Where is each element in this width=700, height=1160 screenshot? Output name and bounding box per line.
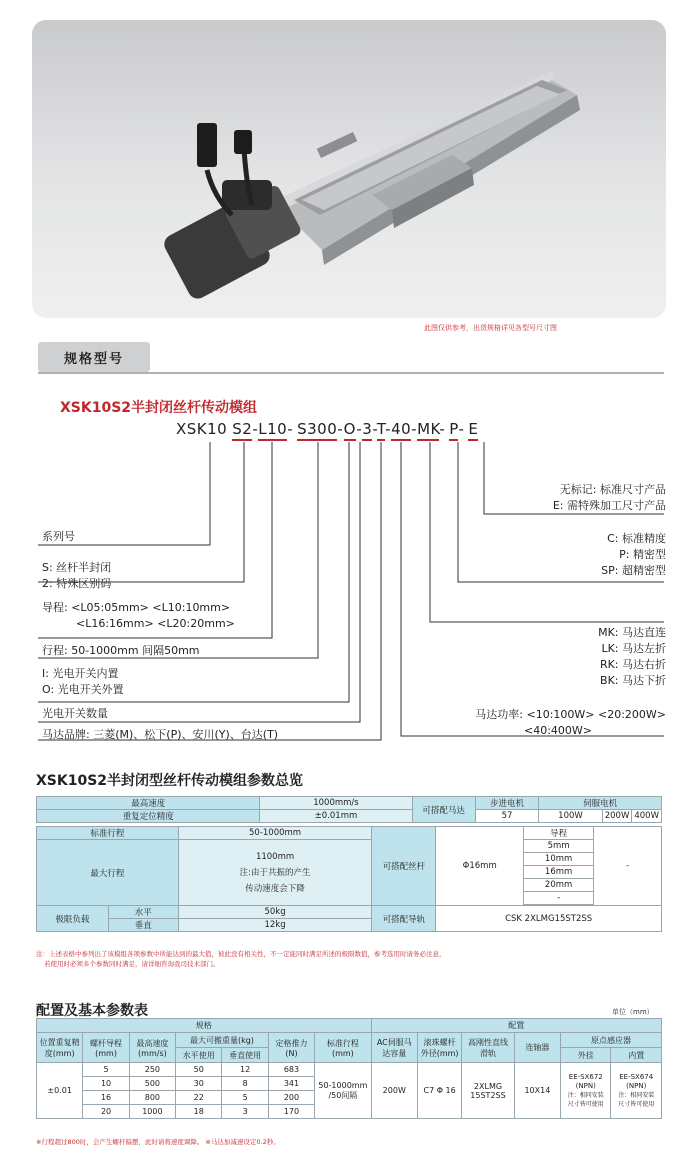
cell-value: 100W	[539, 810, 602, 823]
config-vert: 5	[222, 1091, 268, 1105]
code-dash: -	[337, 420, 344, 438]
config-lead: 5	[83, 1063, 129, 1077]
lead-cell: 20mm	[524, 879, 594, 892]
label-fold-3: RK: 马达右折	[599, 658, 666, 671]
cell-value: CSK 2XLMG15ST2SS	[436, 906, 662, 932]
code-precision: P	[449, 420, 458, 441]
code-dash: -	[252, 420, 259, 438]
col-header: AC伺服马达容量	[371, 1033, 417, 1063]
section-tab: 规格型号	[38, 342, 150, 372]
cell-value	[178, 840, 372, 906]
code-lead: L10	[258, 420, 287, 441]
cell-label: 可搭配丝杆	[372, 827, 436, 906]
config-spec-header: 规格	[37, 1019, 372, 1033]
col-header: 高刚性直线滑轨	[462, 1033, 514, 1063]
code-dash: -	[356, 420, 363, 438]
config-speed: 250	[129, 1063, 175, 1077]
code-series: XSK10	[176, 420, 228, 438]
col-header: 滚珠螺杆外径(mm)	[417, 1033, 461, 1063]
col-header: 最高速度(mm/s)	[129, 1033, 175, 1063]
cell-value: 1000mm/s	[260, 797, 412, 810]
model-code	[176, 420, 478, 438]
config-horiz: 22	[176, 1091, 222, 1105]
cell-label: 极限负载	[37, 906, 109, 932]
config-thrust: 200	[268, 1091, 314, 1105]
cell-value: Φ16mm	[436, 827, 524, 906]
linear-module-image	[32, 20, 666, 318]
cell-label: 水平	[108, 906, 178, 919]
config-lead: 20	[83, 1105, 129, 1119]
config-vert: 8	[222, 1077, 268, 1091]
code-dash: -	[287, 420, 294, 438]
cell-header: 伺服电机	[539, 797, 662, 810]
config-horiz: 30	[176, 1077, 222, 1091]
config-table	[36, 1018, 662, 1119]
max-stroke-note: 传动速度会下降	[245, 883, 305, 894]
label-2: 2: 特殊区别码	[42, 577, 112, 590]
cell-value: 57	[475, 810, 539, 823]
col-header: 定格推力(N)	[268, 1033, 314, 1063]
col-header: 最大可搬重量(kg)	[176, 1033, 269, 1048]
divider	[38, 372, 664, 374]
cell-label: 垂直	[108, 919, 178, 932]
label-mark-1: 无标记: 标准尺寸产品	[559, 483, 666, 496]
cell-header: 步进电机	[475, 797, 539, 810]
cell-value: 50kg	[178, 906, 372, 919]
params-note-2: 若使用时必须多个参数同时满足，请详细咨询我司技术部门。	[44, 960, 220, 968]
lead-cell: 16mm	[524, 866, 594, 879]
config-thrust: 341	[268, 1077, 314, 1091]
label-lead-2: <L16:16mm> <L20:20mm>	[76, 617, 235, 630]
config-speed: 800	[129, 1091, 175, 1105]
cell-label: 可搭配导轨	[372, 906, 436, 932]
image-caption: 此图仅供参考，出货规格详见各型号尺寸图	[424, 324, 557, 332]
config-rail: 2XLMG 15ST2SS	[462, 1063, 514, 1119]
config-sensor-ext	[561, 1063, 611, 1119]
config-speed: 1000	[129, 1105, 175, 1119]
product-photo	[32, 20, 666, 318]
code-dash: -	[458, 420, 465, 438]
params-table	[36, 796, 662, 823]
label-fold-1: MK: 马达直连	[598, 626, 666, 639]
config-stroke: 50-1000mm /50间隔	[315, 1063, 371, 1119]
col-header: 原点感应器	[561, 1033, 662, 1048]
col-header: 外挂	[561, 1048, 611, 1063]
label-prec-1: C: 标准精度	[607, 532, 666, 545]
config-horiz: 50	[176, 1063, 222, 1077]
col-header: 水平使用	[176, 1048, 222, 1063]
cell-label: 可搭配马达	[412, 797, 475, 823]
code-dash: -	[372, 420, 377, 438]
config-lead: 16	[83, 1091, 129, 1105]
cell-label: 重复定位精度	[37, 810, 260, 823]
config-horiz: 18	[176, 1105, 222, 1119]
col-header: 内置	[611, 1048, 662, 1063]
code-mark: E	[468, 420, 478, 441]
config-lead: 10	[83, 1077, 129, 1091]
label-mark-2: E: 需特殊加工尺寸产品	[552, 499, 666, 512]
sensor-note: 注：相同安装	[618, 1091, 655, 1099]
config-speed: 500	[129, 1077, 175, 1091]
config-vert: 3	[222, 1105, 268, 1119]
code-brand: T	[377, 420, 385, 441]
label-stroke: 行程: 50-1000mm 间隔50mm	[42, 644, 200, 657]
config-repeat: ±0.01	[37, 1063, 83, 1119]
cell-value: -	[594, 827, 662, 906]
config-title: 配置及基本参数表	[36, 1003, 148, 1019]
cell-value: 400W	[632, 810, 662, 823]
sensor-note: 注：相同安装	[567, 1091, 604, 1099]
lead-cell: -	[524, 892, 594, 905]
cell-value: 200W	[602, 810, 632, 823]
label-power-1: 马达功率: <10:100W> <20:200W>	[475, 708, 666, 721]
model-title: XSK10S2半封闭丝杆传动模组	[60, 400, 258, 416]
max-stroke-note: 注:由于共振的产生	[239, 867, 311, 878]
cell-value: ±0.01mm	[260, 810, 412, 823]
label-lead-1: 导程: <L05:05mm> <L10:10mm>	[42, 601, 231, 614]
code-sensor: O	[344, 420, 357, 441]
col-header: 位置重复精度(mm)	[37, 1033, 83, 1063]
sensor-note: 尺寸皆可使用	[567, 1100, 604, 1108]
config-ac: 200W	[371, 1063, 417, 1119]
label-sensor-qty: 光电开关数量	[42, 707, 108, 720]
label-prec-3: SP: 超精密型	[601, 564, 666, 577]
label-s: S: 丝杆半封闭	[42, 561, 112, 574]
code-fold: MK	[417, 420, 439, 441]
params-note-1: 注：上述表格中参列出了该模组各项参数中所能达到的最大值，彼此没有相关性，不一定能同时满足所述的极限数值，参考选用时请务必注意，	[36, 950, 446, 958]
config-thrust: 683	[268, 1063, 314, 1077]
config-thrust: 170	[268, 1105, 314, 1119]
code-dash: -	[385, 420, 392, 438]
cell-value: 12kg	[178, 919, 372, 932]
col-header: 连轴器	[514, 1033, 560, 1063]
lead-cell: 5mm	[524, 840, 594, 853]
code-sensor-qty: 3	[362, 420, 372, 441]
label-sensor-2: O: 光电开关外置	[42, 683, 124, 696]
config-conf-header: 配置	[371, 1019, 661, 1033]
cell-label: 最大行程	[37, 840, 179, 906]
label-fold-4: BK: 马达下折	[600, 674, 666, 687]
params-title: XSK10S2半封闭型丝杆传动模组参数总览	[36, 773, 304, 789]
params-table-lower	[36, 826, 662, 932]
code-s2: S2	[232, 420, 252, 441]
label-series: 系列号	[42, 530, 75, 543]
label-sensor-1: I: 光电开关内置	[42, 667, 119, 680]
cell-header: 导程	[524, 827, 594, 840]
code-dash: -	[411, 420, 418, 438]
code-stroke: S300	[297, 420, 337, 441]
config-note: ※行程超过800时，会产生螺杆偏摆，此时请将速度调降。 ※马达加减速设定0.2秒。	[36, 1138, 280, 1146]
config-sensor-int	[611, 1063, 662, 1119]
label-fold-2: LK: 马达左折	[601, 642, 666, 655]
cell-label: 标准行程	[37, 827, 179, 840]
label-motor-brand: 马达品牌: 三菱(M)、松下(P)、安川(Y)、台达(T)	[42, 728, 279, 741]
lead-cell: 10mm	[524, 853, 594, 866]
max-stroke-value: 1100mm	[255, 851, 295, 862]
code-power: 40	[391, 420, 411, 441]
sensor-type: (NPN)	[575, 1081, 596, 1090]
config-unit: 单位（mm）	[612, 1008, 654, 1016]
cell-value: 50-1000mm	[178, 827, 372, 840]
col-header: 螺杆导程(mm)	[83, 1033, 129, 1063]
label-power-2: <40:400W>	[524, 724, 593, 737]
sensor-note: 尺寸皆可使用	[618, 1100, 655, 1108]
config-screw: C7 Φ 16	[417, 1063, 461, 1119]
config-coupling: 10X14	[514, 1063, 560, 1119]
config-vert: 12	[222, 1063, 268, 1077]
sensor-type: (NPN)	[626, 1081, 647, 1090]
col-header: 标准行程(mm)	[315, 1033, 371, 1063]
cell-label: 最高速度	[37, 797, 260, 810]
sensor-model: EE-SX672	[568, 1072, 603, 1081]
col-header: 垂直使用	[222, 1048, 268, 1063]
label-prec-2: P: 精密型	[619, 548, 666, 561]
sensor-model: EE-SX674	[619, 1072, 654, 1081]
code-dash: -	[439, 420, 446, 438]
